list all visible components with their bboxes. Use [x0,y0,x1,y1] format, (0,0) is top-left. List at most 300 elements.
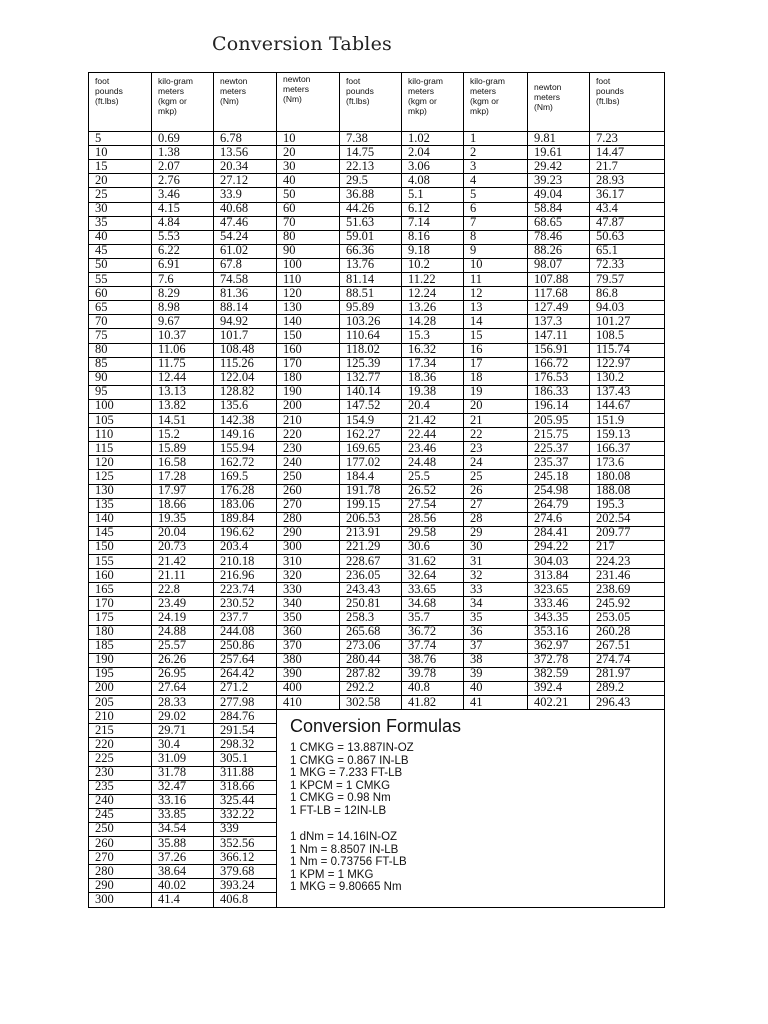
table-cell: 162.27 [346,426,381,441]
table-cell: 50 [283,186,296,201]
table-cell: 8 [470,229,477,244]
table-cell: 125 [95,468,114,483]
table-cell: 228.67 [346,553,381,568]
table-cell: 353.16 [534,624,569,638]
table-cell: 120 [283,285,302,300]
table-cell: 313.84 [534,567,569,582]
table-cell: 184.4 [346,468,375,483]
table-cell: 406.8 [220,891,249,906]
formula-line: 1 Nm = 0.73756 FT-LB [290,856,407,868]
table-cell: 370 [283,638,302,653]
table-cell: 27.54 [408,497,437,512]
table-cell: 13.76 [346,257,375,272]
table-cell: 79.57 [596,271,625,286]
table-cell: 270 [283,497,302,512]
table-cell: 6.22 [158,243,180,258]
table-cell: 224.23 [596,553,631,568]
table-cell: 155.94 [220,440,255,455]
table-cell: 50.63 [596,229,625,244]
table-cell: 9.67 [158,313,180,328]
table-cell: 67.8 [220,257,242,272]
table-cell: 199.15 [346,497,381,512]
table-cell: 7 [470,215,477,230]
formula-line: 1 MKG = 7.233 FT-LB [290,767,403,779]
column-divider [527,72,528,709]
table-cell: 284.76 [220,708,255,723]
table-cell: 26.52 [408,483,437,497]
table-cell: 304.03 [534,553,569,568]
table-cell: 7.14 [408,215,430,230]
table-cell: 14.28 [408,313,437,328]
table-cell: 38 [470,652,483,667]
table-cell: 169.65 [346,440,381,455]
table-cell: 32 [470,567,483,582]
table-cell: 107.88 [534,271,569,286]
table-cell: 4.08 [408,172,430,187]
table-cell: 101.7 [220,327,249,342]
table-cell: 105 [95,412,114,427]
table-cell: 10 [283,130,296,145]
table-cell: 4 [470,172,477,187]
table-cell: 330 [283,581,302,596]
table-cell: 37 [470,638,483,653]
table-cell: 209.77 [596,525,631,540]
table-cell: 18 [470,370,483,385]
formula-line: 1 CMKG = 0.98 Nm [290,792,391,804]
table-cell: 31.09 [158,750,187,765]
table-cell: 11.75 [158,356,186,371]
table-cell: 260 [283,483,302,497]
table-cell: 35.7 [408,609,430,624]
table-cell: 300 [95,891,114,906]
table-cell: 28.33 [158,694,187,709]
formula-line: 1 CMKG = 0.867 IN-LB [290,754,409,767]
table-cell: 264.42 [220,666,255,681]
table-cell: 3.06 [408,158,430,173]
table-cell: 3 [470,158,477,173]
table-cell: 13.82 [158,398,187,413]
table-cell: 94.92 [220,313,249,328]
table-cell: 60 [95,285,108,300]
formula-line: 1 Nm = 8.8507 IN-LB [290,843,399,856]
table-cell: 55 [95,271,108,286]
table-cell: 320 [283,567,302,582]
formula-line: 1 CMKG = 13.887IN-OZ [290,742,414,754]
column-header: foot pounds (ft.lbs) [346,76,374,106]
table-cell: 19.35 [158,511,187,526]
column-header: kilo-gram meters (kgm or mkp) [408,76,443,116]
table-cell: 151.9 [596,412,625,427]
table-cell: 21.42 [408,412,437,427]
table-cell: 250 [95,821,114,836]
table-cell: 21 [470,412,483,427]
table-cell: 10 [470,257,483,272]
column-header: newton meters (Nm) [283,74,311,104]
table-cell: 225 [95,750,114,765]
table-cell: 160 [283,342,302,356]
table-cell: 360 [283,624,302,638]
table-cell: 390 [283,666,302,681]
table-cell: 225.37 [534,440,569,455]
table-cell: 180.08 [596,468,631,483]
table-cell: 170 [283,356,302,371]
table-cell: 15.89 [158,440,187,455]
table-cell: 13 [470,299,483,314]
table-cell: 144.67 [596,398,631,413]
table-cell: 250.81 [346,595,381,610]
table-cell: 4.84 [158,215,180,230]
table-cell: 90 [95,370,108,385]
table-cell: 27.64 [158,680,187,695]
table-cell: 85 [95,356,108,371]
table-cell: 40.02 [158,877,187,892]
table-cell: 58.84 [534,201,563,215]
table-cell: 115.26 [220,356,254,371]
table-cell: 177.02 [346,454,381,469]
table-cell: 127.49 [534,299,569,314]
table-cell: 30.6 [408,539,430,554]
table-cell: 115.74 [596,342,630,356]
table-cell: 300 [283,539,302,554]
table-cell: 132.77 [346,370,381,385]
table-cell: 19.38 [408,384,437,399]
table-cell: 166.37 [596,440,631,455]
table-cell: 231.46 [596,567,631,582]
table-cell: 298.32 [220,736,255,751]
table-cell: 110 [95,426,114,441]
table-cell: 37.26 [158,849,187,864]
table-cell: 30 [470,539,483,554]
table-cell: 290 [283,525,302,540]
table-cell: 34 [470,595,483,610]
table-cell: 176.28 [220,483,255,497]
table-cell: 100 [95,398,114,413]
table-cell: 5 [470,186,477,201]
table-cell: 88.26 [534,243,563,258]
table-cell: 118.02 [346,342,380,356]
table-cell: 205 [95,694,114,709]
table-cell: 11 [470,271,483,286]
table-cell: 21.11 [158,567,186,582]
table-cell: 230 [283,440,302,455]
table-cell: 20 [470,398,483,413]
table-cell: 220 [95,736,114,751]
table-cell: 185 [95,638,114,653]
table-cell: 115 [95,440,114,455]
table-cell: 9.81 [534,130,556,145]
column-header: kilo-gram meters (kgm or mkp) [158,76,193,116]
table-cell: 23 [470,440,483,455]
formula-line: 1 KPCM = 1 CMKG [290,779,391,792]
table-cell: 38.64 [158,863,187,878]
table-cell: 11.06 [158,342,186,356]
table-cell: 40 [95,229,108,244]
table-cell: 103.26 [346,313,381,328]
table-cell: 28.93 [596,172,625,187]
table-cell: 10 [95,144,108,159]
table-cell: 122.04 [220,370,255,385]
table-cell: 108.48 [220,342,255,356]
table-cell: 25.5 [408,468,430,483]
table-cell: 195.3 [596,497,625,512]
table-cell: 2.07 [158,158,180,173]
table-cell: 1.38 [158,144,180,159]
table-cell: 287.82 [346,666,381,681]
table-cell: 186.33 [534,384,569,399]
table-cell: 33.85 [158,807,187,822]
table-cell: 130 [95,483,114,497]
table-cell: 35 [470,609,483,624]
table-cell: 325.44 [220,793,255,808]
table-cell: 5.53 [158,229,180,244]
table-cell: 159.13 [596,426,631,441]
table-cell: 20 [95,172,108,187]
table-cell: 30 [283,158,296,173]
table-cell: 8.16 [408,229,430,244]
table-cell: 15.2 [158,426,180,441]
table-cell: 5 [95,130,102,145]
table-cell: 210 [283,412,302,427]
formula-line: 1 FT-LB = 12IN-LB [290,804,387,817]
table-cell: 4.15 [158,201,180,215]
table-cell: 28.56 [408,511,437,526]
table-cell: 32.47 [158,779,187,794]
table-cell: 173.6 [596,454,625,469]
table-cell: 196.62 [220,525,255,540]
column-divider [339,72,340,709]
table-cell: 34.54 [158,821,187,836]
table-cell: 6.12 [408,201,430,215]
table-cell: 17.34 [408,356,437,371]
table-cell: 29 [470,525,483,540]
table-cell: 27 [470,497,483,512]
table-cell: 40 [283,172,296,187]
table-cell: 180 [95,624,114,638]
table-cell: 140.14 [346,384,381,399]
table-cell: 294.22 [534,539,569,554]
table-cell: 33.65 [408,581,437,596]
table-cell: 284.41 [534,525,569,540]
table-cell: 392.4 [534,680,563,695]
table-cell: 202.54 [596,511,631,526]
table-cell: 128.82 [220,384,255,399]
table-cell: 12.44 [158,370,187,385]
table-cell: 311.88 [220,765,254,779]
table-cell: 240 [95,793,114,808]
table-cell: 41 [470,694,483,709]
table-cell: 31 [470,553,483,568]
table-cell: 235 [95,779,114,794]
table-cell: 125.39 [346,356,381,371]
table-cell: 34.68 [408,595,437,610]
table-cell: 135.6 [220,398,249,413]
table-cell: 31.62 [408,553,437,568]
table-cell: 61.02 [220,243,249,258]
table-cell: 289.2 [596,680,625,695]
table-cell: 30 [95,201,108,215]
table-cell: 165 [95,581,114,596]
table-cell: 260 [95,835,114,850]
table-cell: 189.84 [220,511,255,526]
table-cell: 245.18 [534,468,569,483]
table-cell: 14.47 [596,144,625,159]
table-cell: 281.97 [596,666,631,681]
table-cell: 50 [95,257,108,272]
table-cell: 36.72 [408,624,437,638]
table-cell: 36.88 [346,186,375,201]
table-cell: 15 [470,327,483,342]
table-cell: 10.2 [408,257,430,272]
table-cell: 72.33 [596,257,625,272]
table-cell: 14.51 [158,412,187,427]
table-cell: 244.08 [220,624,255,638]
table-cell: 243.43 [346,581,381,596]
table-cell: 41.82 [408,694,437,709]
table-left-border [88,72,89,907]
table-cell: 29.58 [408,525,437,540]
table-cell: 25 [470,468,483,483]
table-cell: 6.91 [158,257,180,272]
column-header: newton meters (Nm) [534,82,562,112]
table-cell: 257.64 [220,652,255,667]
table-cell: 379.68 [220,863,255,878]
table-cell: 382.59 [534,666,569,681]
table-cell: 14 [470,313,483,328]
table-cell: 175 [95,609,114,624]
table-cell: 13.56 [220,144,249,159]
page-title: Conversion Tables [212,33,392,55]
table-cell: 200 [95,680,114,695]
table-cell: 140 [283,313,302,328]
table-cell: 250 [283,468,302,483]
table-cell: 362.97 [534,638,569,653]
table-cell: 29.02 [158,708,187,723]
table-cell: 410 [283,694,302,709]
table-cell: 216.96 [220,567,255,582]
table-cell: 264.79 [534,497,569,512]
table-cell: 20.73 [158,539,187,554]
table-cell: 238.69 [596,581,631,596]
table-cell: 33 [470,581,483,596]
table-cell: 277.98 [220,694,255,709]
table-cell: 205.95 [534,412,569,427]
table-cell: 54.24 [220,229,249,244]
table-cell: 333.46 [534,595,569,610]
table-cell: 31.78 [158,765,187,779]
table-cell: 70 [283,215,296,230]
table-cell: 100 [283,257,302,272]
table-cell: 183.06 [220,497,255,512]
table-cell: 230 [95,765,114,779]
row-divider [88,907,276,908]
table-cell: 14.75 [346,144,375,159]
table-cell: 65.1 [596,243,618,258]
table-cell: 305.1 [220,750,249,765]
table-cell: 101.27 [596,313,631,328]
table-cell: 94.03 [596,299,625,314]
table-cell: 215.75 [534,426,569,441]
table-cell: 117.68 [534,285,568,300]
table-cell: 47.46 [220,215,249,230]
column-header: foot pounds (ft.lbs) [596,76,624,106]
table-cell: 166.72 [534,356,569,371]
table-cell: 27.12 [220,172,249,187]
table-cell: 45 [95,243,108,258]
table-cell: 2.04 [408,144,430,159]
table-cell: 41.4 [158,891,180,906]
table-cell: 28 [470,511,483,526]
table-cell: 176.53 [534,370,569,385]
table-cell: 81.14 [346,271,375,286]
table-cell: 160 [95,567,114,582]
table-cell: 26.95 [158,666,187,681]
table-cell: 169.5 [220,468,249,483]
table-cell: 37.74 [408,638,437,653]
table-cell: 95 [95,384,108,399]
table-cell: 217 [596,539,615,554]
table-cell: 17.28 [158,468,187,483]
table-cell: 2.76 [158,172,180,187]
table-cell: 29.5 [346,172,368,187]
table-cell: 1 [470,130,477,145]
table-cell: 296.43 [596,694,631,709]
table-cell: 74.58 [220,271,249,286]
table-cell: 170 [95,595,114,610]
table-cell: 16.58 [158,454,187,469]
table-cell: 22.8 [158,581,180,596]
column-header: foot pounds (ft.lbs) [95,76,123,106]
table-cell: 280 [95,863,114,878]
table-cell: 22.13 [346,158,375,173]
table-cell: 200 [283,398,302,413]
table-cell: 38.76 [408,652,437,667]
table-cell: 81.36 [220,285,249,300]
table-cell: 254.98 [534,483,569,497]
formula-line: 1 dNm = 14.16IN-OZ [290,831,398,843]
table-cell: 86.8 [596,285,618,300]
table-cell: 350 [283,609,302,624]
table-cell: 380 [283,652,302,667]
table-cell: 22 [470,426,483,441]
table-cell: 39.23 [534,172,563,187]
table-cell: 18.36 [408,370,437,385]
table-cell: 15 [95,158,108,173]
table-cell: 6.78 [220,130,242,145]
table-cell: 188.08 [596,483,631,497]
table-cell: 137.43 [596,384,631,399]
column-divider [213,72,214,907]
table-cell: 39 [470,666,483,681]
table-cell: 33.16 [158,793,187,808]
table-cell: 372.78 [534,652,569,667]
table-cell: 230.52 [220,595,255,610]
table-cell: 150 [283,327,302,342]
column-divider [276,72,277,907]
table-cell: 60 [283,201,296,215]
table-cell: 20.04 [158,525,187,540]
table-cell: 80 [95,342,108,356]
table-cell: 33.9 [220,186,242,201]
table-cell: 16.32 [408,342,437,356]
table-cell: 3.46 [158,186,180,201]
table-cell: 145 [95,525,114,540]
table-cell: 236.05 [346,567,381,582]
column-divider [151,72,152,907]
table-cell: 400 [283,680,302,695]
table-cell: 24.19 [158,609,187,624]
table-cell: 215 [95,722,114,737]
table-cell: 273.06 [346,638,381,653]
